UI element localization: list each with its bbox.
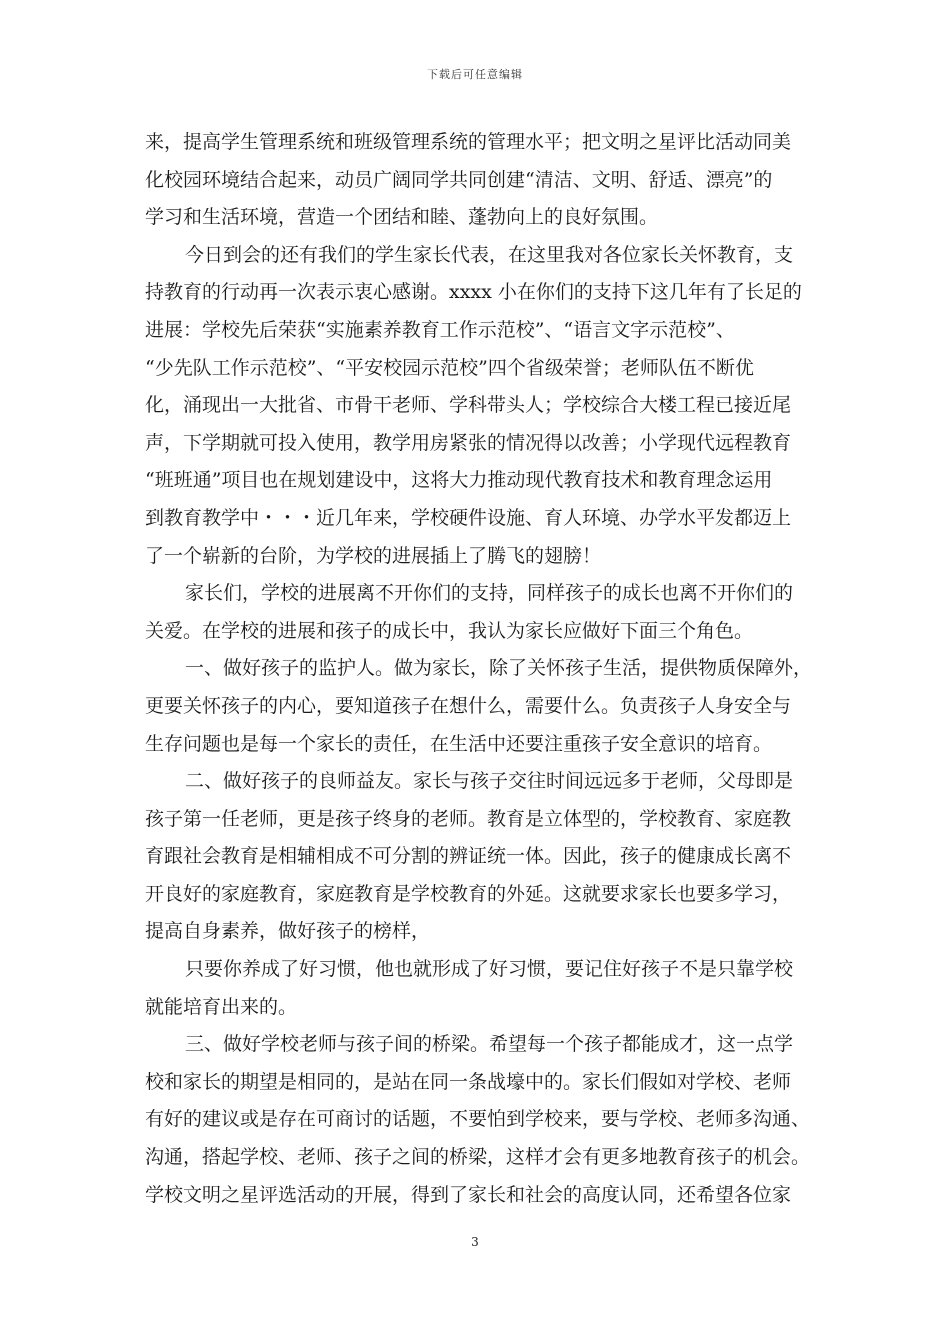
page-number: 3	[471, 1235, 479, 1249]
text-line: 校和家长的期望是相同的，是站在同一条战壕中的。家长们假如对学校、老师	[145, 1070, 792, 1093]
text-line: 到教育教学中・・・近几年来，学校硬件设施、育人环境、办学水平发都迈上	[145, 506, 792, 529]
text-line: 学校文明之星评选活动的开展，得到了家长和社会的高度认同，还希望各位家	[145, 1183, 792, 1206]
text-line: 有好的建议或是存在可商讨的话题，不要怕到学校来，要与学校、老师多沟通、	[145, 1108, 811, 1131]
document-body	[145, 124, 813, 1214]
text-line: “少先队工作示范校”、“平安校园示范校”四个省级荣誉；老师队伍不断优	[145, 356, 754, 379]
text-line: 化，涌现出一大批省、市骨干老师、学科带头人；学校综合大楼工程已接近尾	[145, 394, 792, 417]
text-line: 关爱。在学校的进展和孩子的成长中，我认为家长应做好下面三个角色。	[145, 619, 754, 642]
page-header: 下载后可任意编辑	[427, 68, 523, 81]
text-line: 学习和生活环境，营造一个团结和睦、蓬勃向上的良好氛围。	[145, 206, 659, 229]
text-line: 更要关怀孩子的内心，要知道孩子在想什么，需要什么。负责孩子人身安全与	[145, 694, 792, 717]
text-line: 进展：学校先后荣获“实施素养教育工作示范校”、“语言文字示范校”、	[145, 318, 735, 341]
text-line: 开良好的家庭教育，家庭教育是学校教育的外延。这就要求家长也要多学习，	[145, 882, 792, 905]
text-line: 声，下学期就可投入使用，教学用房紧张的情况得以改善；小学现代远程教育	[145, 431, 792, 454]
text-line: 家长们，学校的进展离不开你们的支持，同样孩子的成长也离不开你们的	[185, 582, 794, 605]
text-line: 二、做好孩子的良师益友。家长与孩子交往时间远远多于老师，父母即是	[185, 770, 794, 793]
text-line: 育跟社会教育是相辅相成不可分割的辨证统一体。因此，孩子的健康成长离不	[145, 845, 792, 868]
text-line: 来，提高学生管理系统和班级管理系统的管理水平；把文明之星评比活动同美	[145, 131, 792, 153]
text-line: “班班通”项目也在规划建设中，这将大力推动现代教育技术和教育理念运用	[145, 469, 773, 492]
text-line: 生存问题也是每一个家长的责任，在生活中还要注重孩子安全意识的培育。	[145, 732, 773, 755]
text-line: 化校园环境结合起来，动员广阔同学共同创建“清洁、文明、舒适、漂亮”的	[145, 168, 773, 191]
text-line: 只要你养成了好习惯，他也就形成了好习惯，要记住好孩子不是只靠学校	[185, 958, 794, 981]
text-line: 持教育的行动再一次表示衷心感谢。xxxx 小在你们的支持下这几年有了长足的	[145, 281, 802, 304]
text-line: 提高自身素养，做好孩子的榜样，	[145, 920, 431, 943]
text-line: 孩子第一任老师，更是孩子终身的老师。教育是立体型的，学校教育、家庭教	[145, 807, 792, 830]
text-line: 一、做好孩子的监护人。做为家长，除了关怀孩子生活，提供物质保障外，	[185, 657, 813, 680]
text-line: 三、做好学校老师与孩子间的桥梁。希望每一个孩子都能成才，这一点学	[185, 1033, 794, 1056]
text-line: 今日到会的还有我们的学生家长代表，在这里我对各位家长关怀教育，支	[185, 243, 794, 266]
text-line: 就能培育出来的。	[145, 995, 298, 1018]
text-line: 了一个崭新的台阶，为学校的进展插上了腾飞的翅膀！	[145, 544, 602, 567]
text-line: 沟通，搭起学校、老师、孩子之间的桥梁，这样才会有更多地教育孩子的机会。	[145, 1146, 811, 1169]
